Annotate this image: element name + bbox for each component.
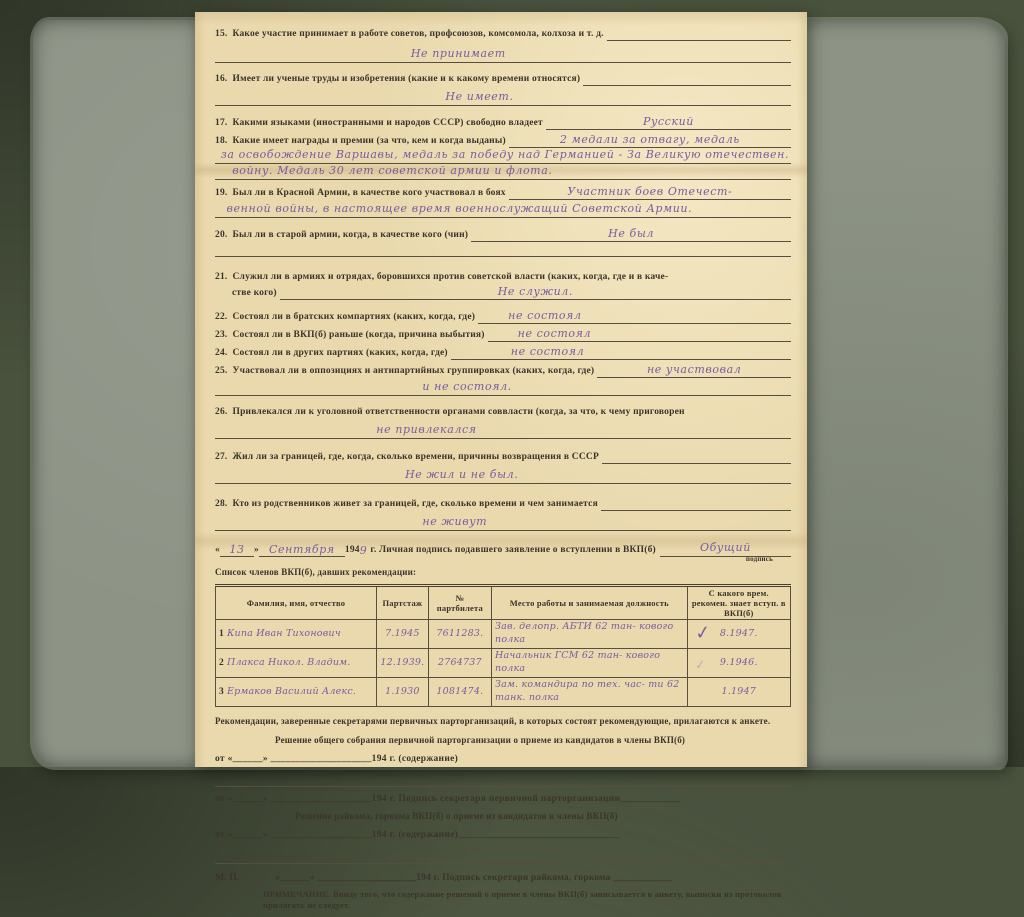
item-number: 16. xyxy=(215,74,228,84)
row-number: 2 xyxy=(219,657,224,668)
since-value: 8.1947. xyxy=(719,627,758,639)
partstazh-value: 1.1930 xyxy=(385,685,420,697)
from-line-2: от «______» ____________________194 г. Подпись секретаря первичной парторганизации____________ xyxy=(215,794,681,804)
question-21 xyxy=(215,271,791,284)
answer-19-line2: венной войны, в настоящее время военнослужащий Советской Армии. xyxy=(215,202,791,218)
question-17 xyxy=(215,116,791,130)
question-text: Был ли в старой армии, когда, в качестве кого (чин) xyxy=(232,230,469,240)
item-number: 28. xyxy=(215,499,228,509)
date-month: Сентября xyxy=(259,543,345,557)
question-21-cont xyxy=(215,286,791,300)
question-text: Состоял ли в братских компартиях (каких, когда, где) xyxy=(232,312,476,322)
footnote-label: ПРИМЕЧАНИЕ. xyxy=(263,889,331,899)
answer-20: Не был xyxy=(471,228,791,242)
signature-label: г. Личная подпись подавшего заявление о вступлении в ВКП(б) xyxy=(370,545,656,555)
row-number: 1 xyxy=(219,628,224,639)
question-23 xyxy=(215,328,791,342)
item-number: 22. xyxy=(215,312,228,322)
decision-line-2: Решение райкома, горкома ВКП(б) о приеме из кандидатов в члены ВКП(б) xyxy=(295,811,618,821)
quote-open: « xyxy=(215,545,220,555)
answer-15: Не принимает xyxy=(215,47,791,63)
item-number: 24. xyxy=(215,348,228,358)
item-number: 19. xyxy=(215,188,228,198)
answer-26: не привлекался xyxy=(215,423,791,439)
table-row xyxy=(216,678,791,707)
bilet-value: 2764737 xyxy=(438,656,482,668)
quote-close: » xyxy=(253,545,259,555)
year-handwritten: 9 xyxy=(359,544,368,557)
col-header-work: Место работы и занимаемая должность xyxy=(492,586,688,620)
podpis-caption: подпись xyxy=(745,555,773,563)
question-text: Имеет ли ученые труды и изобретения (какие и к какому времени относятся) xyxy=(232,74,581,84)
question-22 xyxy=(215,310,791,324)
question-27 xyxy=(215,451,791,464)
item-number: 20. xyxy=(215,230,228,240)
answer-25-line1: не участвовал xyxy=(597,364,791,378)
question-18 xyxy=(215,134,791,148)
bilet-value: 7611283. xyxy=(436,627,484,639)
answer-16: Не имеет. xyxy=(215,90,791,106)
blank-line xyxy=(607,40,791,41)
footnote xyxy=(215,889,791,911)
answer-28: не живут xyxy=(215,515,791,531)
col-header-partstazh: Партстаж xyxy=(377,586,429,620)
work-value: Зам. командира по тех. час- ти 62 танк. полка xyxy=(495,679,680,703)
answer-18-line1: 2 медали за отвагу, медаль xyxy=(509,134,791,148)
item-number: 26. xyxy=(215,407,228,417)
answer-27: Не жил и не был. xyxy=(215,468,791,484)
question-19 xyxy=(215,186,791,200)
blank-line xyxy=(215,774,791,787)
since-value: 9.1946. xyxy=(719,656,758,668)
partstazh-value: 12.1939. xyxy=(380,656,425,668)
col-header-name: Фамилия, имя, отчество xyxy=(216,586,377,620)
since-value: 1.1947 xyxy=(721,685,756,697)
from-line-3: от «______» ____________________194 г. (содержание)________________________________ xyxy=(215,830,620,840)
question-text: Кто из родственников живет за границей, где, сколько времени и чем занимается xyxy=(232,499,598,509)
blank-line xyxy=(602,463,791,464)
recommender-name: Ермаков Василий Алекс. xyxy=(226,685,357,697)
question-text: Был ли в Красной Армии, в качестве кого участвовал в боях xyxy=(232,188,506,198)
item-number: 27. xyxy=(215,452,228,462)
answer-18-line3: войну. Медаль 30 лет советской армии и флота. xyxy=(215,164,791,180)
work-value: Начальник ГСМ 62 тан- кового полка xyxy=(495,650,661,674)
col-header-since: С какого врем. рекомен. знает вступ. в ВКП(б) xyxy=(687,586,791,620)
item-number: 21. xyxy=(215,272,228,282)
recommender-name: Кипа Иван Тихонович xyxy=(226,627,341,639)
question-text: Привлекался ли к уголовной ответственности органами соввласти (когда, за что, к чему приговорен xyxy=(232,407,685,417)
blank-line xyxy=(583,85,791,86)
question-24 xyxy=(215,346,791,360)
from-line-1: от «______» ____________________194 г. (содержание) xyxy=(215,754,459,764)
date-day: 13 xyxy=(220,543,254,557)
form-content xyxy=(195,12,807,917)
blank-line xyxy=(215,851,791,864)
blank-line xyxy=(215,244,791,257)
decision-line-1: Решение общего собрания первичной парторганизации о приеме из кандидатов в члены ВКП(б) xyxy=(275,735,686,745)
answer-17: Русский xyxy=(546,116,791,130)
question-text: Какими языками (иностранными и народов СССР) свободно владеет xyxy=(232,118,543,128)
question-text: Жил ли за границей, где, когда, сколько времени, причины возвращения в СССР xyxy=(232,452,599,462)
answer-22: не состоял xyxy=(478,310,791,324)
item-number: 25. xyxy=(215,366,228,376)
stamp-place-label: М. П. xyxy=(215,873,240,883)
item-number: 18. xyxy=(215,136,228,146)
recommendations-note: Рекомендации, заверенные секретарями первичных парторганизаций, в которых состоят рекомендующие, прилагаются к анкете. xyxy=(215,716,771,726)
answer-19-line1: Участник боев Отечест- xyxy=(509,186,791,200)
date-signature-line xyxy=(215,541,791,563)
question-text: стве кого) xyxy=(232,288,277,298)
answer-25-line2: и не состоял. xyxy=(215,380,791,396)
question-26 xyxy=(215,406,791,419)
bilet-value: 1081474. xyxy=(436,685,484,697)
work-value: Зав. делопр. АБТИ 62 тан- кового полка xyxy=(495,621,674,645)
question-25 xyxy=(215,364,791,378)
year-printed: 194 xyxy=(344,545,360,555)
question-15 xyxy=(215,28,791,41)
recommender-name: Плакса Никол. Владим. xyxy=(226,656,351,668)
col-header-bilet: № партбилета xyxy=(428,586,491,620)
question-28 xyxy=(215,498,791,511)
answer-23: не состоял xyxy=(488,328,791,342)
scanned-form-page xyxy=(195,12,807,910)
item-number: 17. xyxy=(215,118,228,128)
question-text: Состоял ли в ВКП(б) раньше (когда, причина выбытия) xyxy=(232,330,485,340)
answer-24: не состоял xyxy=(451,346,791,360)
blank-line xyxy=(601,510,791,511)
recommenders-table xyxy=(215,584,791,707)
ink-checkmark-faint-icon: ✓ xyxy=(694,657,707,674)
partstazh-value: 7.1945 xyxy=(385,627,420,639)
table-header-row xyxy=(216,586,791,620)
stamp-line xyxy=(215,872,791,885)
item-number: 23. xyxy=(215,330,228,340)
applicant-signature: Обущий подпись xyxy=(660,541,791,557)
answer-21: Не служил. xyxy=(280,286,791,300)
question-text: Состоял ли в других партиях (каких, когда, где) xyxy=(232,348,448,358)
recommenders-list-label: Список членов ВКП(б), давших рекомендации: xyxy=(215,567,417,577)
footnote-text: Ввиду того, что содержание решений о приеме в члены ВКП(б) записывается в анкету, выписки из протоколов прилагать не следует. xyxy=(263,889,782,910)
row-number: 3 xyxy=(219,686,224,697)
question-text: Участвовал ли в оппозициях и антипартийных группировках (каких, когда, где) xyxy=(232,366,595,376)
item-number: 15. xyxy=(215,29,228,39)
answer-18-line2: за освобождение Варшавы, медаль за победу над Германией - За Великую отечествен. xyxy=(215,148,791,164)
question-16 xyxy=(215,73,791,86)
question-20 xyxy=(215,228,791,242)
from-line-4: «______» ____________________194 г. Подпись секретаря райкома, горкома ____________ xyxy=(275,873,673,883)
question-text: Какие имеет награды и премии (за что, кем и когда выданы) xyxy=(232,136,506,146)
question-text: Служил ли в армиях и отрядах, боровшихся против советской власти (каких, когда, где и в каче- xyxy=(232,272,669,282)
question-text: Какое участие принимает в работе советов, профсоюзов, комсомола, колхоза и т. д. xyxy=(232,29,604,39)
ink-checkmark-icon: ✓ xyxy=(693,620,713,646)
